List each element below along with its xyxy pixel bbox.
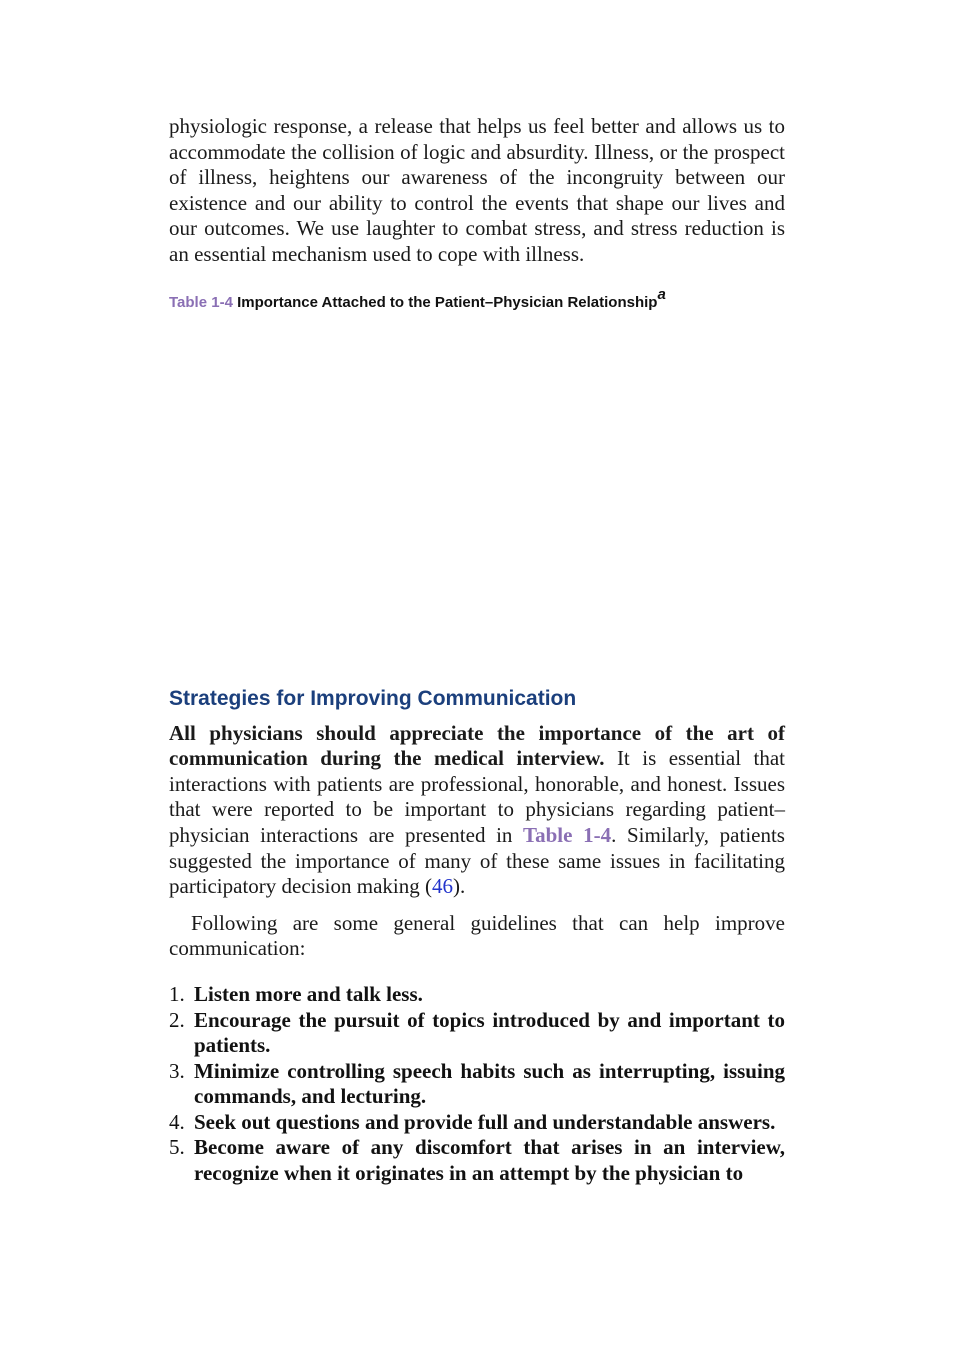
intro-paragraph: physiologic response, a release that helps us feel better and allows us to accommodate the collision of logic and absurdity. Illness, or the prospect of illness, heightens our awareness of the incongruity between our existence and our ability to control the events that shape our lives and our outcomes. We use laughter to combat stress, and stress reduction is an essential mechanism used to cope with illness. (169, 114, 785, 266)
list-item-number: 5. (169, 1135, 185, 1160)
list-item-text: Minimize controlling speech habits such as interrupting, issuing commands, and lecturing. (194, 1058, 785, 1109)
list-item-text: Encourage the pursuit of topics introduced by and important to patients. (194, 1007, 785, 1058)
table-reference-link[interactable]: Table 1-4 (523, 822, 612, 847)
list-item-number: 1. (169, 981, 185, 1006)
list-item-number: 4. (169, 1109, 185, 1134)
table-caption-title: Importance Attached to the Patient–Physician Relationship (237, 293, 658, 311)
list-item-text: Seek out questions and provide full and understandable answers. (194, 1109, 776, 1134)
section-paragraph-1 (169, 721, 785, 900)
lead-sentence: All physicians should appreciate the importance of the art of communication during the medical interview. (169, 720, 785, 771)
guidelines-list (169, 982, 785, 1187)
list-item (169, 1135, 785, 1186)
table-caption (169, 285, 785, 311)
table-caption-number[interactable]: Table 1-4 (169, 293, 233, 311)
list-item (169, 982, 785, 1008)
document-page (169, 114, 785, 1187)
table-placeholder-area (169, 311, 785, 687)
list-item (169, 1008, 785, 1059)
section-paragraph-2: Following are some general guidelines that can help improve communication: (169, 910, 785, 961)
table-caption-footnote: a (657, 285, 666, 303)
list-item-number: 3. (169, 1058, 185, 1083)
para1-text-b: . Similarly, patients suggested the importance of many of these same issues in facilitating participatory decision making ( (169, 822, 785, 899)
section-heading: Strategies for Improving Communication (169, 686, 577, 710)
para1-text-a: It is essential that interactions with patients are professional, honorable, and honest. Issues that were reported to be important to physicians regarding patient–physician interactions are presented in (169, 746, 786, 847)
para1-text-c: ). (453, 874, 466, 899)
citation-link[interactable]: 46 (432, 874, 454, 899)
list-item-text: Become aware of any discomfort that arises in an interview, recognize when it originates in an attempt by the physician to (194, 1135, 785, 1186)
list-item (169, 1059, 785, 1110)
list-item (169, 1110, 785, 1136)
list-item-text: Listen more and talk less. (194, 981, 423, 1006)
list-item-number: 2. (169, 1007, 185, 1032)
